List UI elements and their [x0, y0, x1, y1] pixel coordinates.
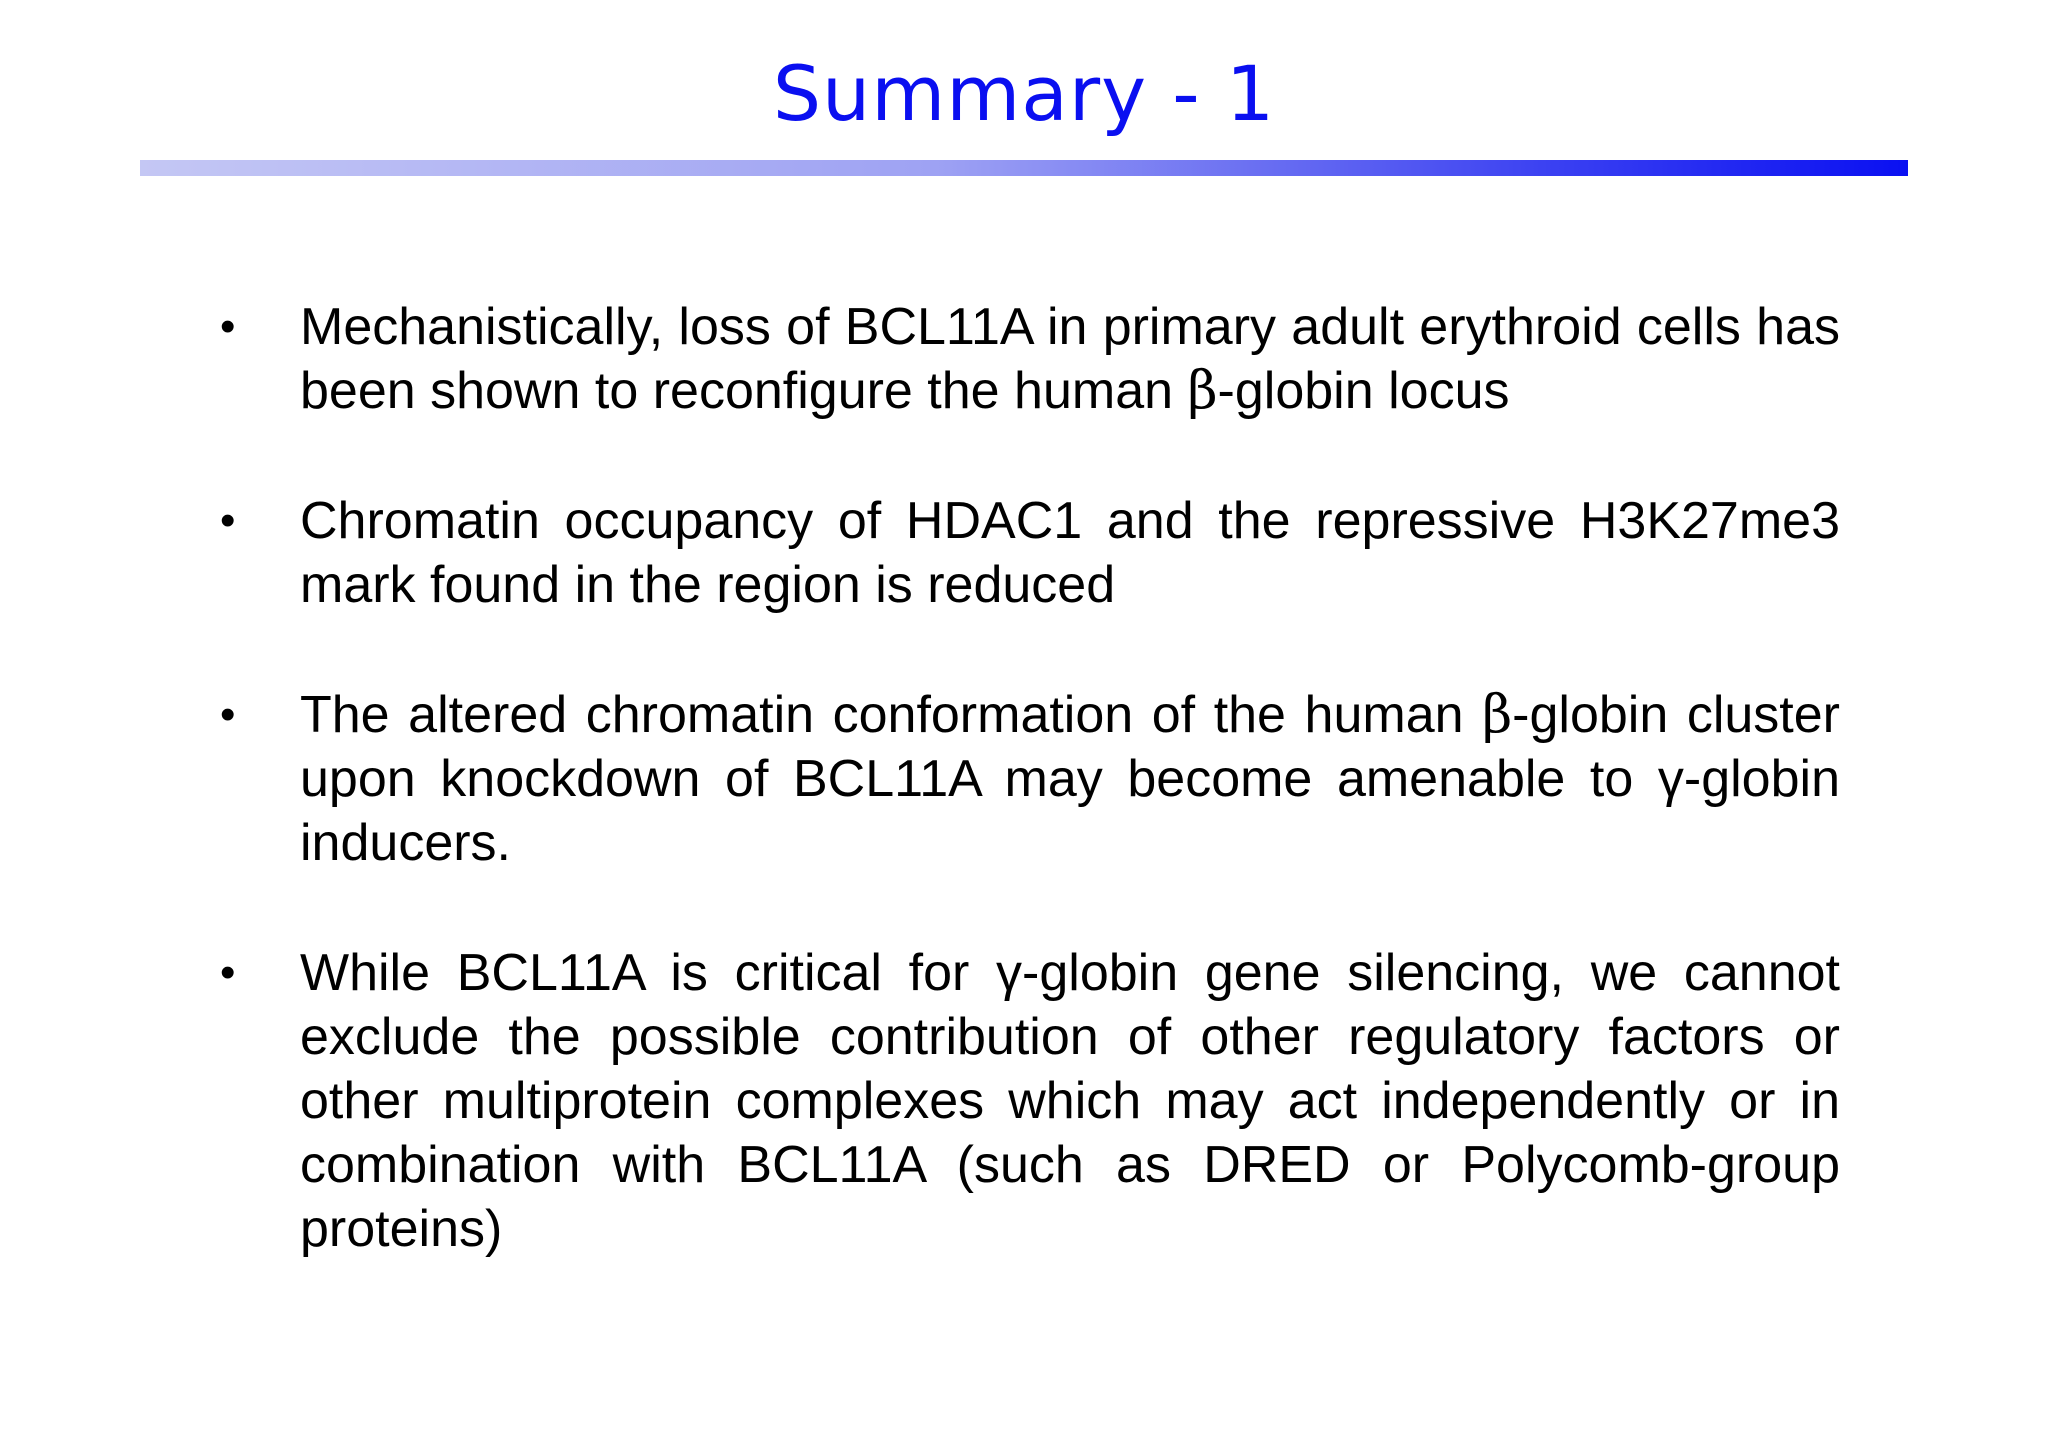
- bullet-item-3: [220, 683, 1840, 875]
- bullet-text: Chromatin occupancy of HDAC1 and the repressive H3K27me3 mark found in the region is reduced: [300, 492, 1840, 614]
- bullet-text-end: -globin locus: [1217, 362, 1510, 420]
- beta-symbol: β: [1187, 361, 1218, 421]
- bullet-marker: •: [220, 690, 236, 739]
- bullet-text-start: Mechanistically, loss of BCL11A in primary adult erythroid cells has been shown to reconfigure the human: [300, 298, 1840, 420]
- bullet-item-2: [220, 489, 1840, 617]
- bullet-text-start: The altered chromatin conformation of the human: [300, 686, 1483, 744]
- title-gradient-rule: [140, 160, 1908, 176]
- bullet-marker: •: [220, 948, 236, 997]
- beta-symbol: β: [1482, 685, 1513, 745]
- bullet-text: While BCL11A is critical for γ-globin gene silencing, we cannot exclude the possible contribution of other regulatory factors or other multiprotein complexes which may act independently or in combination with BCL11A (such as DRED or Polycomb-group proteins): [300, 944, 1840, 1258]
- slide-title: Summary - 1: [772, 49, 1276, 138]
- bullet-list: [220, 295, 1840, 1261]
- bullet-item-4: [220, 941, 1840, 1261]
- bullet-marker: •: [220, 302, 236, 351]
- bullet-text-end: -globin cluster upon knockdown of BCL11A may become amenable to γ-globin inducers.: [300, 686, 1840, 872]
- bullet-marker: •: [220, 496, 236, 545]
- bullet-item-1: [220, 295, 1840, 423]
